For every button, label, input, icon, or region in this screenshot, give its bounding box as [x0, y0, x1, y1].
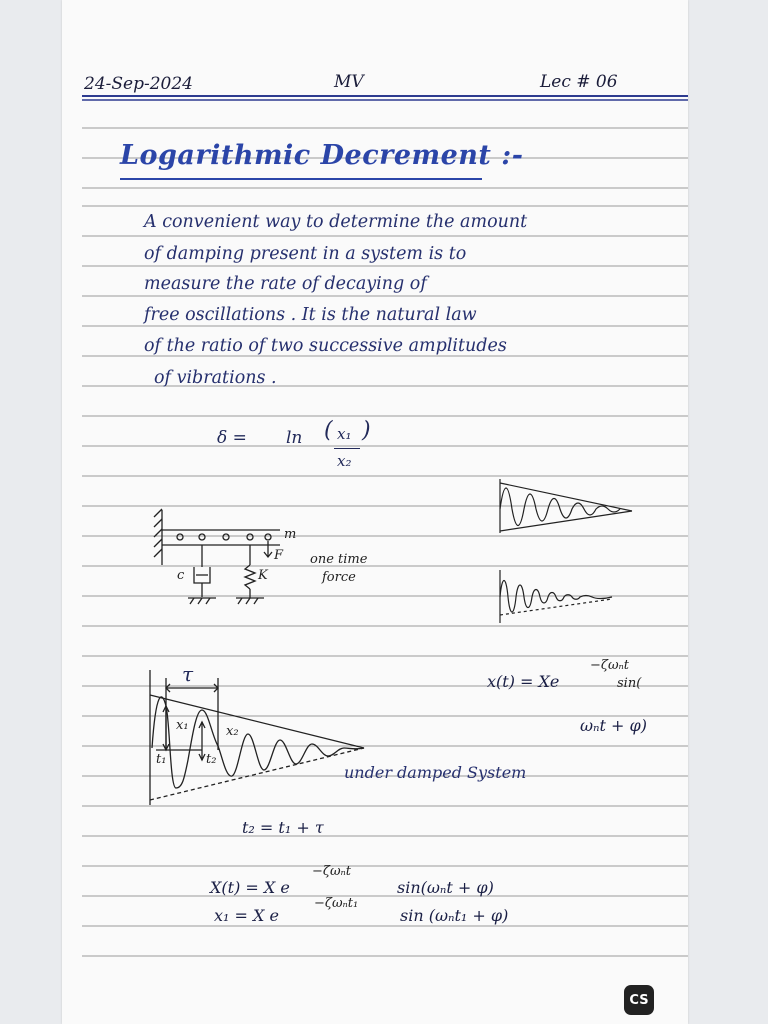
t1-label: t₁ — [156, 752, 167, 767]
paragraph-line-4: free oscillations . It is the natural law — [144, 305, 477, 325]
underdamped-caption: under damped System — [344, 763, 527, 782]
xt-formula-exp: −ζωₙt — [590, 658, 630, 673]
paragraph-line-2: of damping present in a system is to — [144, 244, 467, 264]
fraction-bar — [334, 448, 360, 449]
damper-label: c — [177, 568, 185, 583]
force-label: F — [274, 548, 284, 563]
xt-formula-line1: x(t) = Xe — [487, 672, 560, 691]
header-course: MV — [334, 72, 364, 92]
ln-label: ln — [286, 428, 303, 448]
xt-equation-lhs: X(t) = X e — [210, 878, 290, 897]
x2-label: x₂ — [226, 724, 239, 739]
page-title: Logarithmic Decrement :- — [120, 140, 524, 171]
paragraph-line-5: of the ratio of two successive amplitudes — [144, 336, 507, 356]
paragraph-line-3: measure the rate of decaying of — [144, 274, 427, 294]
notebook-page: 24-Sep-2024 MV Lec # 06 Logarithmic Decrement :- A convenient way to determine the amount of damping present in a system is to measure the rate of decaying of free oscillations . It is the natural law of the ratio of two successive amplitudes of vibrations . δ = ln ( x₁ x₂ ) m F c K one time force τ x₁ x₂ t₁ t₂ under damped System x(t) = Xe −ζωₙt sin( ωₙt + φ) t₂ = t₁ + τ X(t) = X e −ζωₙt sin(ωₙt + φ) x₁ = X e −ζωₙt₁ sin (ωₙt₁ + φ) — [62, 0, 688, 1024]
title-underline — [120, 178, 482, 180]
x1-label: x₁ — [176, 718, 189, 733]
xt-formula-sin: sin( — [617, 676, 642, 691]
paragraph-line-6: of vibrations . — [154, 368, 277, 388]
t2-label: t₂ — [206, 752, 217, 767]
delta-denominator: x₂ — [337, 452, 352, 470]
header-lecture: Lec # 06 — [540, 72, 618, 92]
header-date: 24-Sep-2024 — [84, 74, 193, 94]
x1-equation-rhs: sin (ωₙt₁ + φ) — [400, 906, 509, 925]
spring-label: K — [258, 568, 268, 583]
paragraph-line-1: A convenient way to determine the amount — [144, 212, 528, 232]
x1-equation-exp: −ζωₙt₁ — [314, 896, 359, 911]
xt-equation-exp: −ζωₙt — [312, 864, 352, 879]
xt-formula-line2: ωₙt + φ) — [580, 716, 647, 735]
x1-equation-lhs: x₁ = X e — [214, 906, 279, 925]
force-note-2: force — [322, 570, 356, 585]
force-note-1: one time — [310, 552, 368, 567]
camscanner-badge: CS — [624, 985, 654, 1015]
tau-label: τ — [182, 662, 194, 686]
xt-equation-rhs: sin(ωₙt + φ) — [397, 878, 494, 897]
t2-equation: t₂ = t₁ + τ — [242, 818, 324, 837]
decay-sketches — [494, 475, 644, 625]
delta-lhs: δ = — [217, 428, 247, 448]
mass-label: m — [284, 527, 297, 542]
delta-numerator: x₁ — [337, 425, 352, 443]
